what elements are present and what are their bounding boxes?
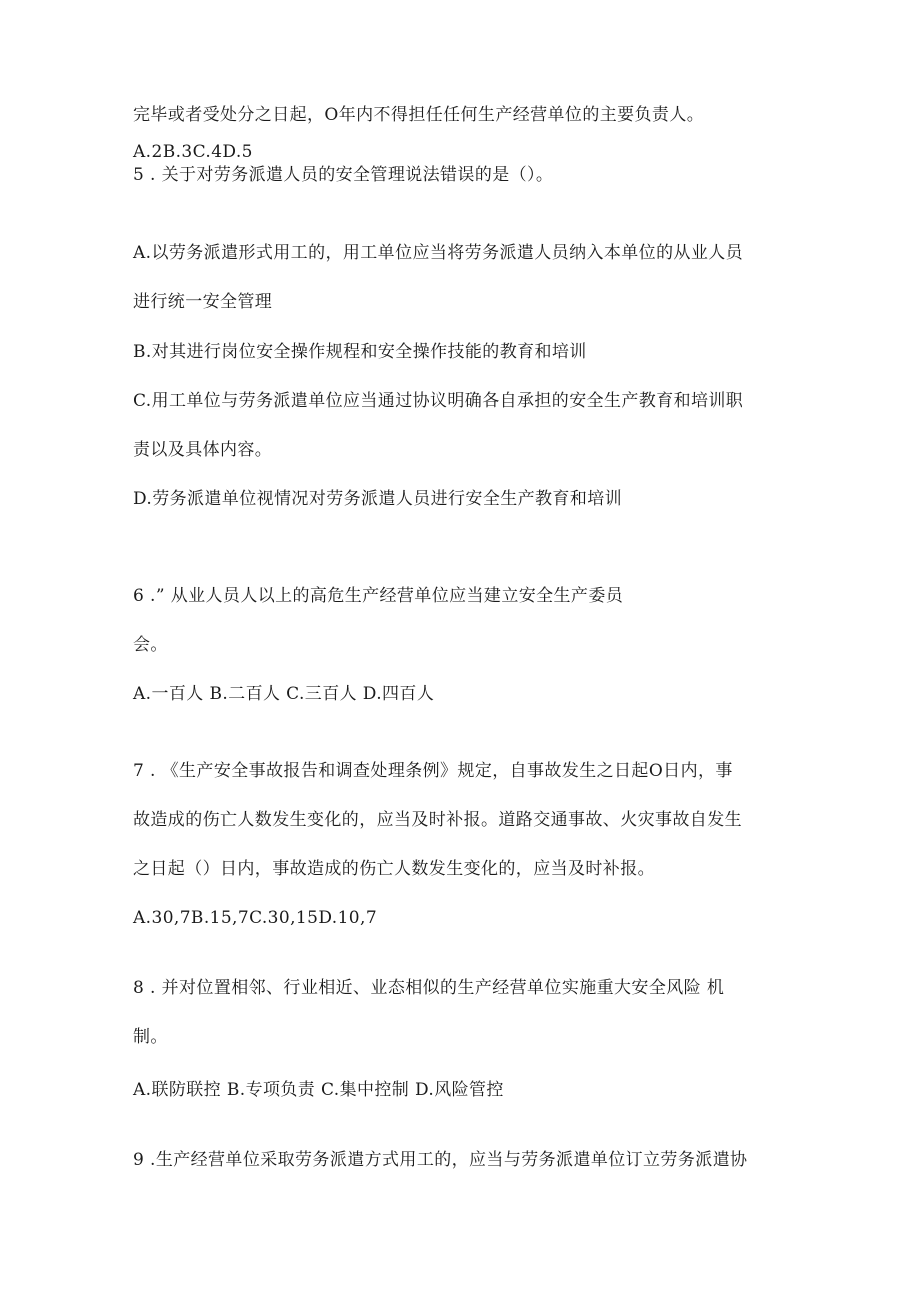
text-line-q7-stem-cont-1: 故造成的伤亡人数发生变化的，应当及时补报。道路交通事故、火灾事故自发生 <box>133 810 742 830</box>
text-line-q8-options: A.联防联控 B.专项负责 C.集中控制 D.风险管控 <box>133 1080 504 1100</box>
text-line-q5-option-a: A.以劳务派遣形式用工的，用工单位应当将劳务派遣人员纳入本单位的从业人员 <box>133 243 744 263</box>
text-line-q7-options: A.30,7B.15,7C.30,15D.10,7 <box>133 908 378 928</box>
text-line-q5-option-c-cont: 责以及具体内容。 <box>133 440 273 460</box>
text-line-q5-option-b: B.对其进行岗位安全操作规程和安全操作技能的教育和培训 <box>133 342 587 362</box>
text-line-q6-stem: 6 .” 从业人员人以上的高危生产经营单位应当建立安全生产委员 <box>133 586 624 606</box>
text-line-q6-stem-cont: 会。 <box>133 635 168 655</box>
text-line-q6-options: A.一百人 B.二百人 C.三百人 D.四百人 <box>133 684 435 704</box>
text-line-q4-options: A.2B.3C.4D.5 <box>133 142 253 162</box>
text-line-q7-stem: 7 . 《生产安全事故报告和调查处理条例》规定，自事故发生之日起O日内，事 <box>133 761 733 781</box>
text-line-q4-continuation: 完毕或者受处分之日起，O年内不得担任任何生产经营单位的主要负责人。 <box>133 105 705 125</box>
text-line-q5-stem: 5 . 关于对劳务派遣人员的安全管理说法错误的是（）。 <box>133 165 554 185</box>
text-line-q9-stem: 9 .生产经营单位采取劳务派遣方式用工的，应当与劳务派遣单位订立劳务派遣协 <box>133 1150 748 1170</box>
text-line-q8-stem-cont: 制。 <box>133 1027 168 1047</box>
text-line-q7-stem-cont-2: 之日起（）日内，事故造成的伤亡人数发生变化的，应当及时补报。 <box>133 859 655 879</box>
text-line-q5-option-d: D.劳务派遣单位视情况对劳务派遣人员进行安全生产教育和培训 <box>133 489 623 509</box>
text-line-q8-stem: 8 . 并对位置相邻、行业相近、业态相似的生产经营单位实施重大安全风险 机 <box>133 978 725 998</box>
text-line-q5-option-a-cont: 进行统一安全管理 <box>133 292 273 312</box>
text-line-q5-option-c: C.用工单位与劳务派遣单位应当通过协议明确各自承担的安全生产教育和培训职 <box>133 391 744 411</box>
